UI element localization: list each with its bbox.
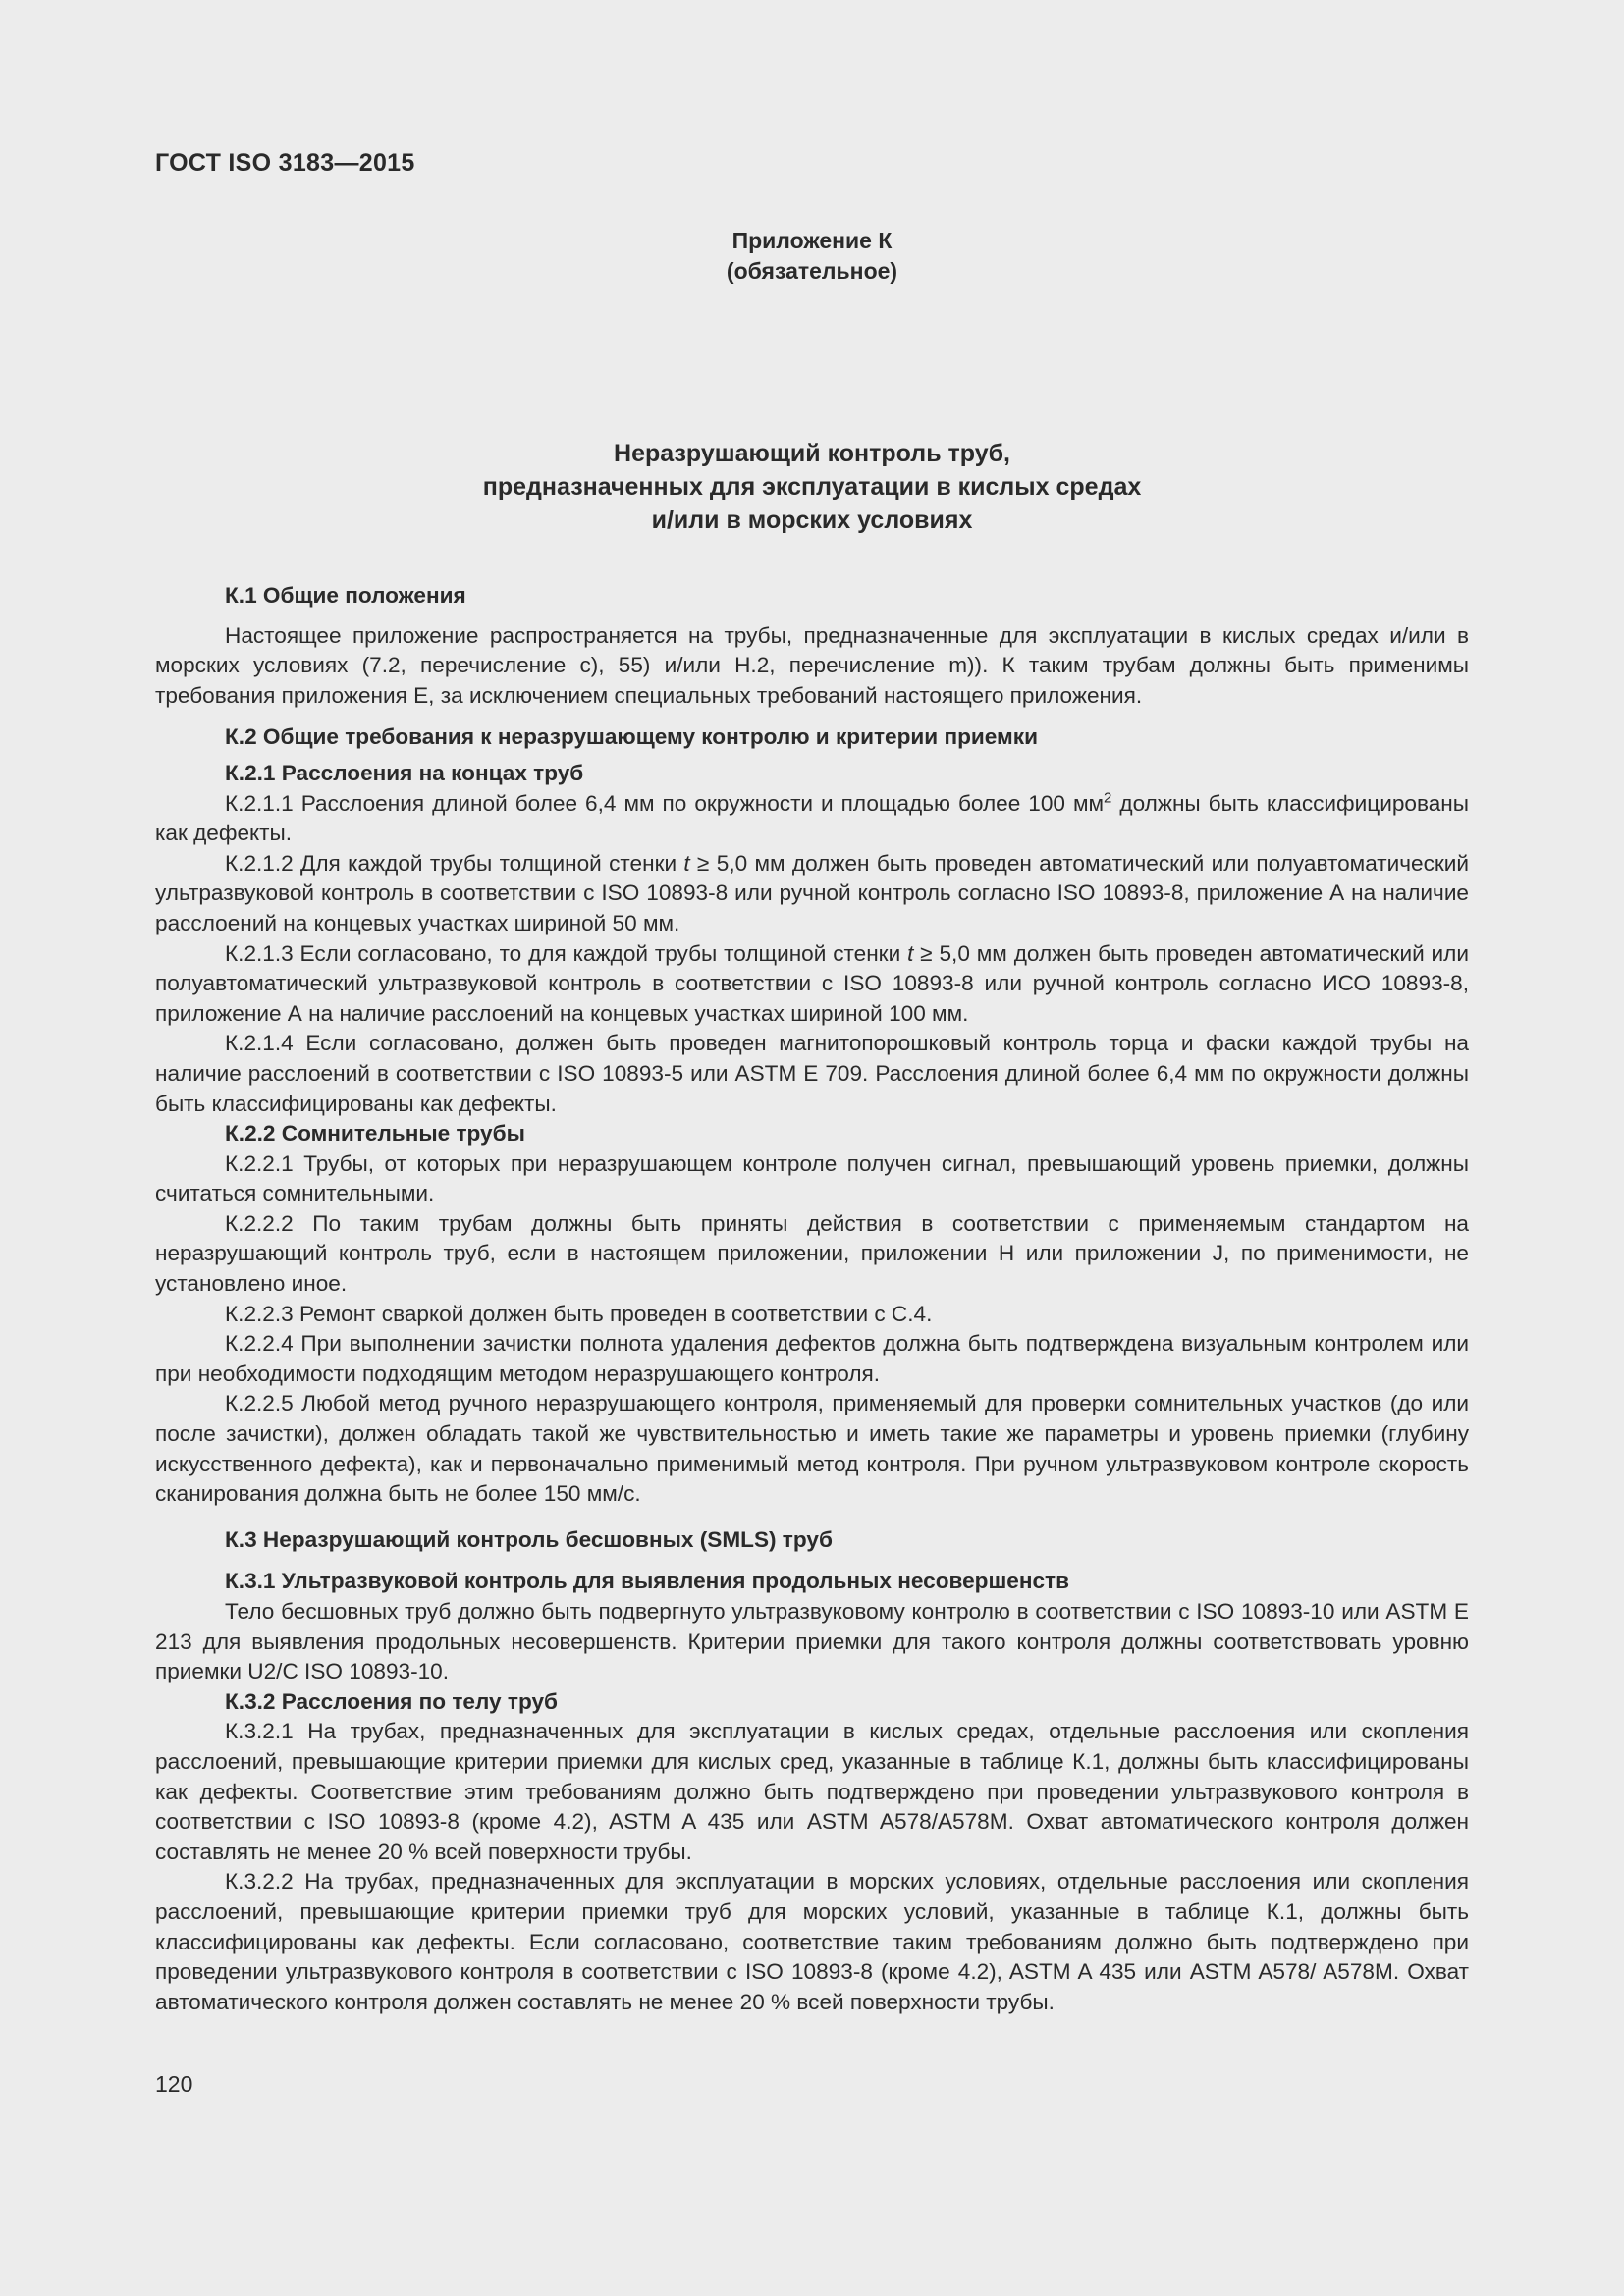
section-k2-heading: К.2 Общие требования к неразрушающему контролю и критерии приемки [225,724,1038,750]
clause-k31: Тело бесшовных труб должно быть подвергнуто ультразвуковому контролю в соответствии с ISO 10893-10 или ASTM E 213 для выявления продольных несовершенств. Критерии приемки для такого контроля должны соответствовать уровню приемки U2/C ISO 10893-10. [155,1599,1469,1684]
clause-k224: К.2.2.4 При выполнении зачистки полнота удаления дефектов должна быть подтверждена визуальным контролем или при необходимости подходящим методом неразрушающего контроля. [155,1331,1469,1386]
page-number: 120 [155,2071,193,2097]
clause-k212: К.2.1.2 Для каждой трубы толщиной стенки t ≥ 5,0 мм должен быть проведен автоматический или полуавтоматический ультразвуковой контроль в соответствии с ISO 10893-8 или ручной контроль согласно ISO 10893-8, приложение А на наличие расслоений на концевых участках шириной 50 мм. [155,850,1469,935]
section-k32-heading: К.3.2 Расслоения по телу труб [225,1688,558,1714]
clause-k321: К.3.2.1 На трубах, предназначенных для эксплуатации в кислых средах, отдельные расслоения или скопления расслоений, превышающие критерии приемки для кислых сред, указанные в таблице К.1, должны быть классифицированы как дефекты. Соответствие этим требованиям должно быть подтверждено при проведении ультразвукового контроля в соответствии с ISO 10893-8 (кроме 4.2), ASTM A 435 или ASTM A578/A578M. Охват автоматического контроля должен составлять не менее 20 % всей поверхности трубы. [155,1719,1469,1864]
clause-k322: К.3.2.2 На трубах, предназначенных для эксплуатации в морских условиях, отдельные расслоения или скопления расслоений, превышающие критерии приемки труб для морских условий, указанные в таблице К.1, должны быть классифицированы как дефекты. Если согласовано, соответствие таким требованиям должно быть подтверждено при проведении ультразвукового контроля в соответствии с ISO 10893-8 (кроме 4.2), ASTM A 435 или ASTM A578/ A578M. Охват автоматического контроля должен составлять не менее 20 % всей поверхности трубы. [155,1869,1469,2014]
section-k1-paragraph: Настоящее приложение распространяется на трубы, предназначенные для эксплуатации в кислых средах и/или в морских условиях (7.2, перечисление с), 55) и/или Н.2, перечисление m)). К таким трубам должны быть применимы требования приложения Е, за исключением специальных требований настоящего приложения. [155,622,1469,708]
clause-k214: К.2.1.4 Если согласовано, должен быть проведен магнитопорошковый контроль торца и фаски каждой трубы на наличие расслоений в соответствии с ISO 10893-5 или ASTM E 709. Расслоения длиной более 6,4 мм по окружности должны быть классифицированы как дефекты. [155,1031,1469,1116]
clause-k221: К.2.2.1 Трубы, от которых при неразрушающем контроле получен сигнал, превышающий уровень приемки, должны считаться сомнительными. [155,1150,1469,1206]
document-id: ГОСТ ISO 3183—2015 [155,149,415,177]
clause-k223: К.2.2.3 Ремонт сваркой должен быть проведен в соответствии с С.4. [225,1301,933,1326]
section-k21-heading: К.2.1 Расслоения на концах труб [225,760,584,785]
section-k3-heading: К.3 Неразрушающий контроль бесшовных (SMLS) труб [225,1526,833,1552]
clause-k222: К.2.2.2 По таким трубам должны быть приняты действия в соответствии с применяемым стандартом на неразрушающий контроль труб, если в настоящем приложении, приложении Н или приложении J, по применимости, не установлено иное. [155,1210,1469,1297]
clause-k213: К.2.1.3 Если согласовано, то для каждой трубы толщиной стенки t ≥ 5,0 мм должен быть проведен автоматический или полуавтоматический ультразвуковой контроль в соответствии с ISO 10893-8 или ручной контроль согласно ИСО 10893-8, приложение А на наличие расслоений на концевых участках шириной 100 мм. [155,940,1469,1026]
clause-k211: К.2.1.1 Расслоения длиной более 6,4 мм по окружности и площадью более 100 $мм^2$ должны быть классифицированы как дефекты. [155,789,1469,846]
annex-label: Приложение К [731,228,893,253]
section-k31-heading: К.3.1 Ультразвуковой контроль для выявления продольных несовершенств [225,1569,1070,1594]
annex-title [0,437,1624,537]
section-k1-heading: К.1 Общие положения [225,583,466,608]
document-body [155,581,1469,2017]
clause-k225: К.2.2.5 Любой метод ручного неразрушающего контроля, применяемый для проверки сомнительных участков (до или после зачистки), должен обладать такой же чувствительностью и иметь такие же параметры и уровень приемки (глубину искусственного дефекта), как и первоначально применимый метод контроля. При ручном ультразвуковом контроле скорость сканирования должна быть не более 150 мм/с. [155,1391,1469,1507]
title-line-1: Неразрушающий контроль труб, [614,440,1010,467]
section-k22-heading: К.2.2 Сомнительные трубы [225,1121,525,1147]
title-line-3: и/или в морских условиях [651,507,973,534]
annex-status: (обязательное) [726,258,898,284]
title-line-2: предназначенных для эксплуатации в кислых средах [482,473,1142,501]
annex-heading [0,226,1624,287]
